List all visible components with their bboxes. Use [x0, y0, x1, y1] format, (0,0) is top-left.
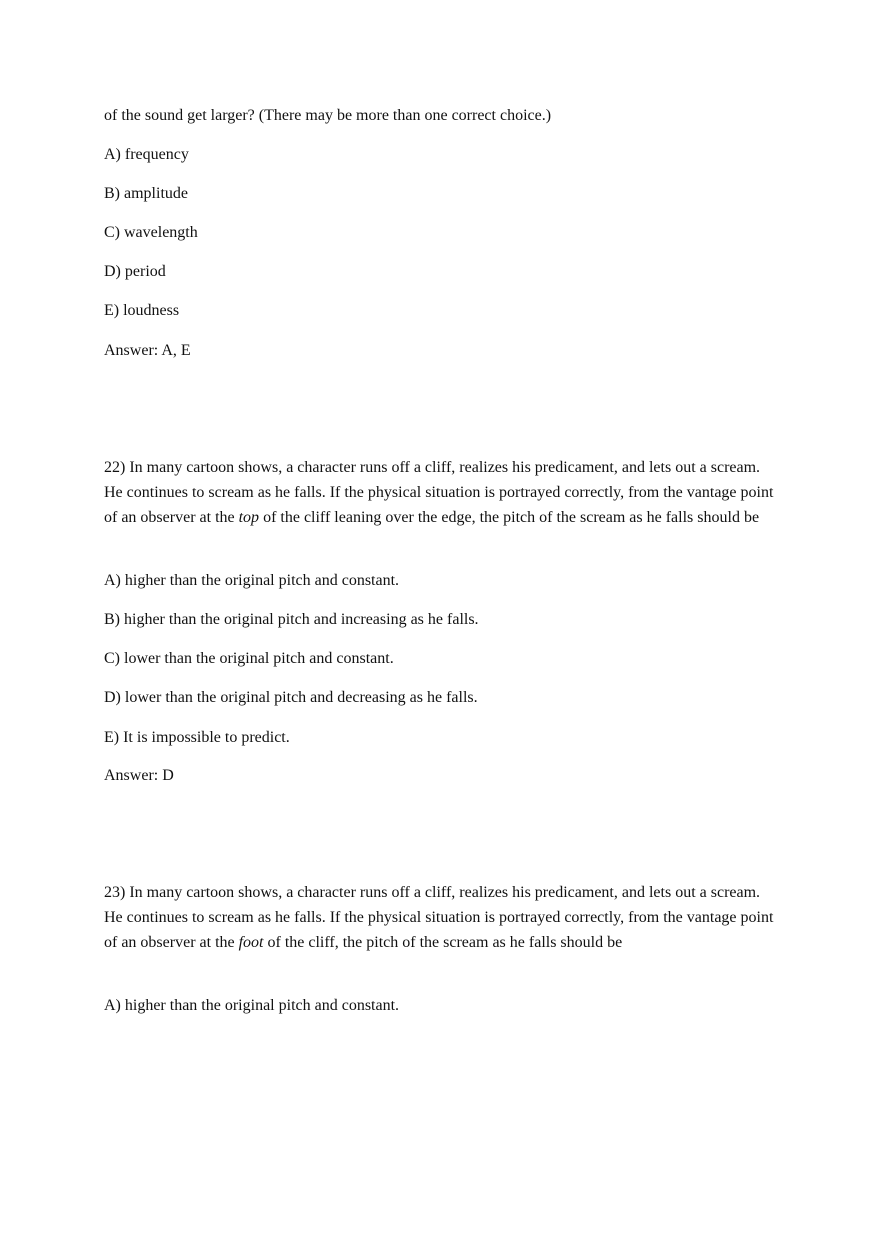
q23-stem [104, 880, 776, 955]
q23-stem-emphasis: foot [238, 934, 264, 951]
q22-option-d: D) lower than the original pitch and decreasing as he falls. [104, 689, 478, 706]
q22-stem-emphasis: top [238, 509, 260, 526]
q21-option-b: B) amplitude [104, 185, 188, 202]
q22-stem [104, 455, 776, 530]
q21-stem: of the sound get larger? (There may be more than one correct choice.) [104, 107, 552, 124]
q21-option-c: C) wavelength [104, 224, 198, 241]
q23-stem-part2: of the cliff, the pitch of the scream as he falls should be [263, 934, 623, 951]
q22-option-e: E) It is impossible to predict. [104, 729, 290, 746]
q23-stem-part1: 23) In many cartoon shows, a character runs off a cliff, realizes his predicament, and lets out a scream. He continues to scream as he falls. If the physical situation is portrayed correctly, from the vantage point of an observer at the [104, 884, 774, 951]
q21-option-d: D) period [104, 263, 166, 280]
q22-option-c: C) lower than the original pitch and constant. [104, 650, 394, 667]
q22-stem-part2: of the cliff leaning over the edge, the pitch of the scream as he falls should be [259, 509, 760, 526]
q21-option-a: A) frequency [104, 146, 189, 163]
q22-option-b: B) higher than the original pitch and increasing as he falls. [104, 611, 479, 628]
q21-answer: Answer: A, E [104, 342, 191, 359]
q23-option-a: A) higher than the original pitch and constant. [104, 997, 400, 1014]
q21-option-e: E) loudness [104, 302, 180, 319]
q22-stem-part1: 22) In many cartoon shows, a character runs off a cliff, realizes his predicament, and lets out a scream. He continues to scream as he falls. If the physical situation is portrayed correctly, from the vantage point of an observer at the [104, 459, 774, 526]
q22-option-a: A) higher than the original pitch and constant. [104, 572, 400, 589]
q22-answer: Answer: D [104, 767, 174, 784]
